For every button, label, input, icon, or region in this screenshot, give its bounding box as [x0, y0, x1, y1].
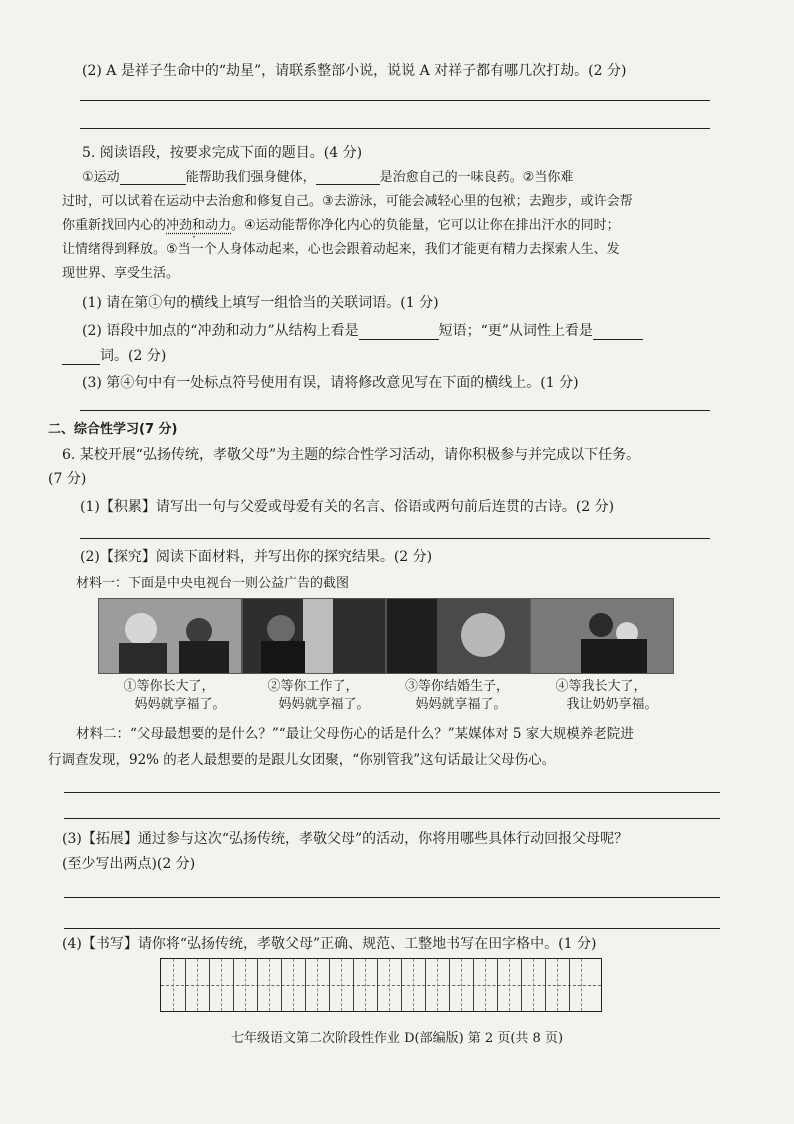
task-3-cont: (至少写出两点)(2 分)	[62, 856, 196, 872]
fill-blank[interactable]	[62, 348, 100, 365]
passage-text: 。④运动能帮你净化内心的负能量，它可以让你在排出汗水的同时；	[231, 218, 620, 233]
ad-screenshot-4	[530, 598, 674, 674]
passage-text: 是治愈自己的一味良药。②当你难	[379, 170, 574, 185]
passage-text: 你重新找回内心的	[62, 218, 167, 233]
question-6: 6. 某校开展“弘扬传统，孝敬父母”为主题的综合性学习活动，请你积极参与并完成以下任务。	[62, 447, 641, 463]
ad-screenshot-3	[386, 598, 530, 674]
fill-blank[interactable]	[359, 323, 439, 340]
task-2: (2)【探究】阅读下面材料，并写出你的探究结果。(2 分)	[80, 549, 433, 565]
answer-line[interactable]	[80, 128, 710, 129]
ad-caption-3: ③等你结婚生子， 妈妈就享福了。	[404, 679, 509, 712]
passage-line-4: 让情绪得到释放。⑤当一个人身体动起来，心也会跟着动起来，我们才能更有精力去探索人生、发	[62, 242, 620, 257]
task-4: (4)【书写】请你将“弘扬传统，孝敬父母”正确、规范、工整地书写在田字格中。(1 分)	[62, 936, 597, 952]
answer-line[interactable]	[64, 818, 720, 819]
passage-text: 能帮助我们强身健体，	[185, 170, 316, 185]
answer-line[interactable]	[80, 538, 710, 539]
passage-line-3	[62, 214, 620, 233]
task-3: (3)【拓展】通过参与这次“弘扬传统，孝敬父母”的活动，你将用哪些具体行动回报父母呢？	[62, 831, 629, 847]
question-5-2-cont	[62, 345, 166, 365]
writing-grid[interactable]	[160, 958, 602, 1012]
question-6-score: (7 分)	[48, 471, 87, 487]
material-1: 材料一：下面是中央电视台一则公益广告的截图	[76, 576, 350, 591]
page-footer: 七年级语文第二次阶段性作业 D(部编版) 第 2 页(共 8 页)	[230, 1031, 564, 1046]
answer-line[interactable]	[64, 792, 720, 793]
answer-line[interactable]	[64, 928, 720, 929]
passage-text: ①运动	[82, 170, 120, 185]
ad-caption-1: ①等你长大了， 妈妈就享福了。	[123, 679, 226, 712]
material-2-line-1: 材料二：“父母最想要的是什么？”“最让父母伤心的话是什么？”某媒体对 5 家大规模养老院进	[76, 726, 634, 742]
fill-blank[interactable]	[593, 323, 643, 340]
ad-screenshot-2	[242, 598, 386, 674]
passage-line-1	[82, 166, 573, 185]
question-4-2: (2) A 是祥子生命中的“劫星”，请联系整部小说，说说 A 对祥子都有哪几次打劫。(2 分)	[82, 63, 627, 79]
section-2-title: 二、综合性学习(7 分)	[48, 422, 178, 437]
question-text: 短语；“更”从词性上看是	[438, 323, 593, 339]
answer-line[interactable]	[64, 897, 720, 898]
task-1: (1)【积累】请写出一句与父爱或母爱有关的名言、俗语或两句前后连贯的古诗。(2 分)	[80, 499, 615, 515]
question-5-3: (3) 第④句中有一处标点符号使用有误，请将修改意见写在下面的横线上。(1 分)	[82, 375, 579, 391]
fill-blank[interactable]	[120, 169, 186, 185]
question-5-title: 5. 阅读语段，按要求完成下面的题目。(4 分)	[82, 145, 363, 161]
passage-line-5: 现世界、享受生活。	[62, 266, 180, 281]
answer-line[interactable]	[80, 100, 710, 101]
question-text: (2) 语段中加点的“冲劲和动力”从结构上看是	[82, 323, 359, 339]
fill-blank[interactable]	[316, 169, 380, 185]
ad-screenshot-1	[98, 598, 242, 674]
question-5-2	[82, 320, 643, 340]
dotted-phrase: 冲劲和动力 ·	[166, 218, 231, 233]
passage-line-2: 过时，可以试着在运动中去治愈和修复自己。③去游泳，可能会减轻心里的包袱；去跑步，或许会帮	[62, 194, 633, 209]
material-2-line-2: 行调查发现，92% 的老人最想要的是跟儿女团聚，“你别管我”这句话最让父母伤心。	[48, 752, 556, 768]
question-5-1: (1) 请在第①句的横线上填写一组恰当的关联词语。(1 分)	[82, 295, 439, 311]
ad-caption-4: ④等我长大了， 我让奶奶享福。	[555, 679, 658, 712]
ad-caption-2: ②等你工作了， 妈妈就享福了。	[267, 679, 370, 712]
question-text: 词。(2 分)	[100, 348, 167, 364]
answer-line[interactable]	[80, 410, 710, 411]
